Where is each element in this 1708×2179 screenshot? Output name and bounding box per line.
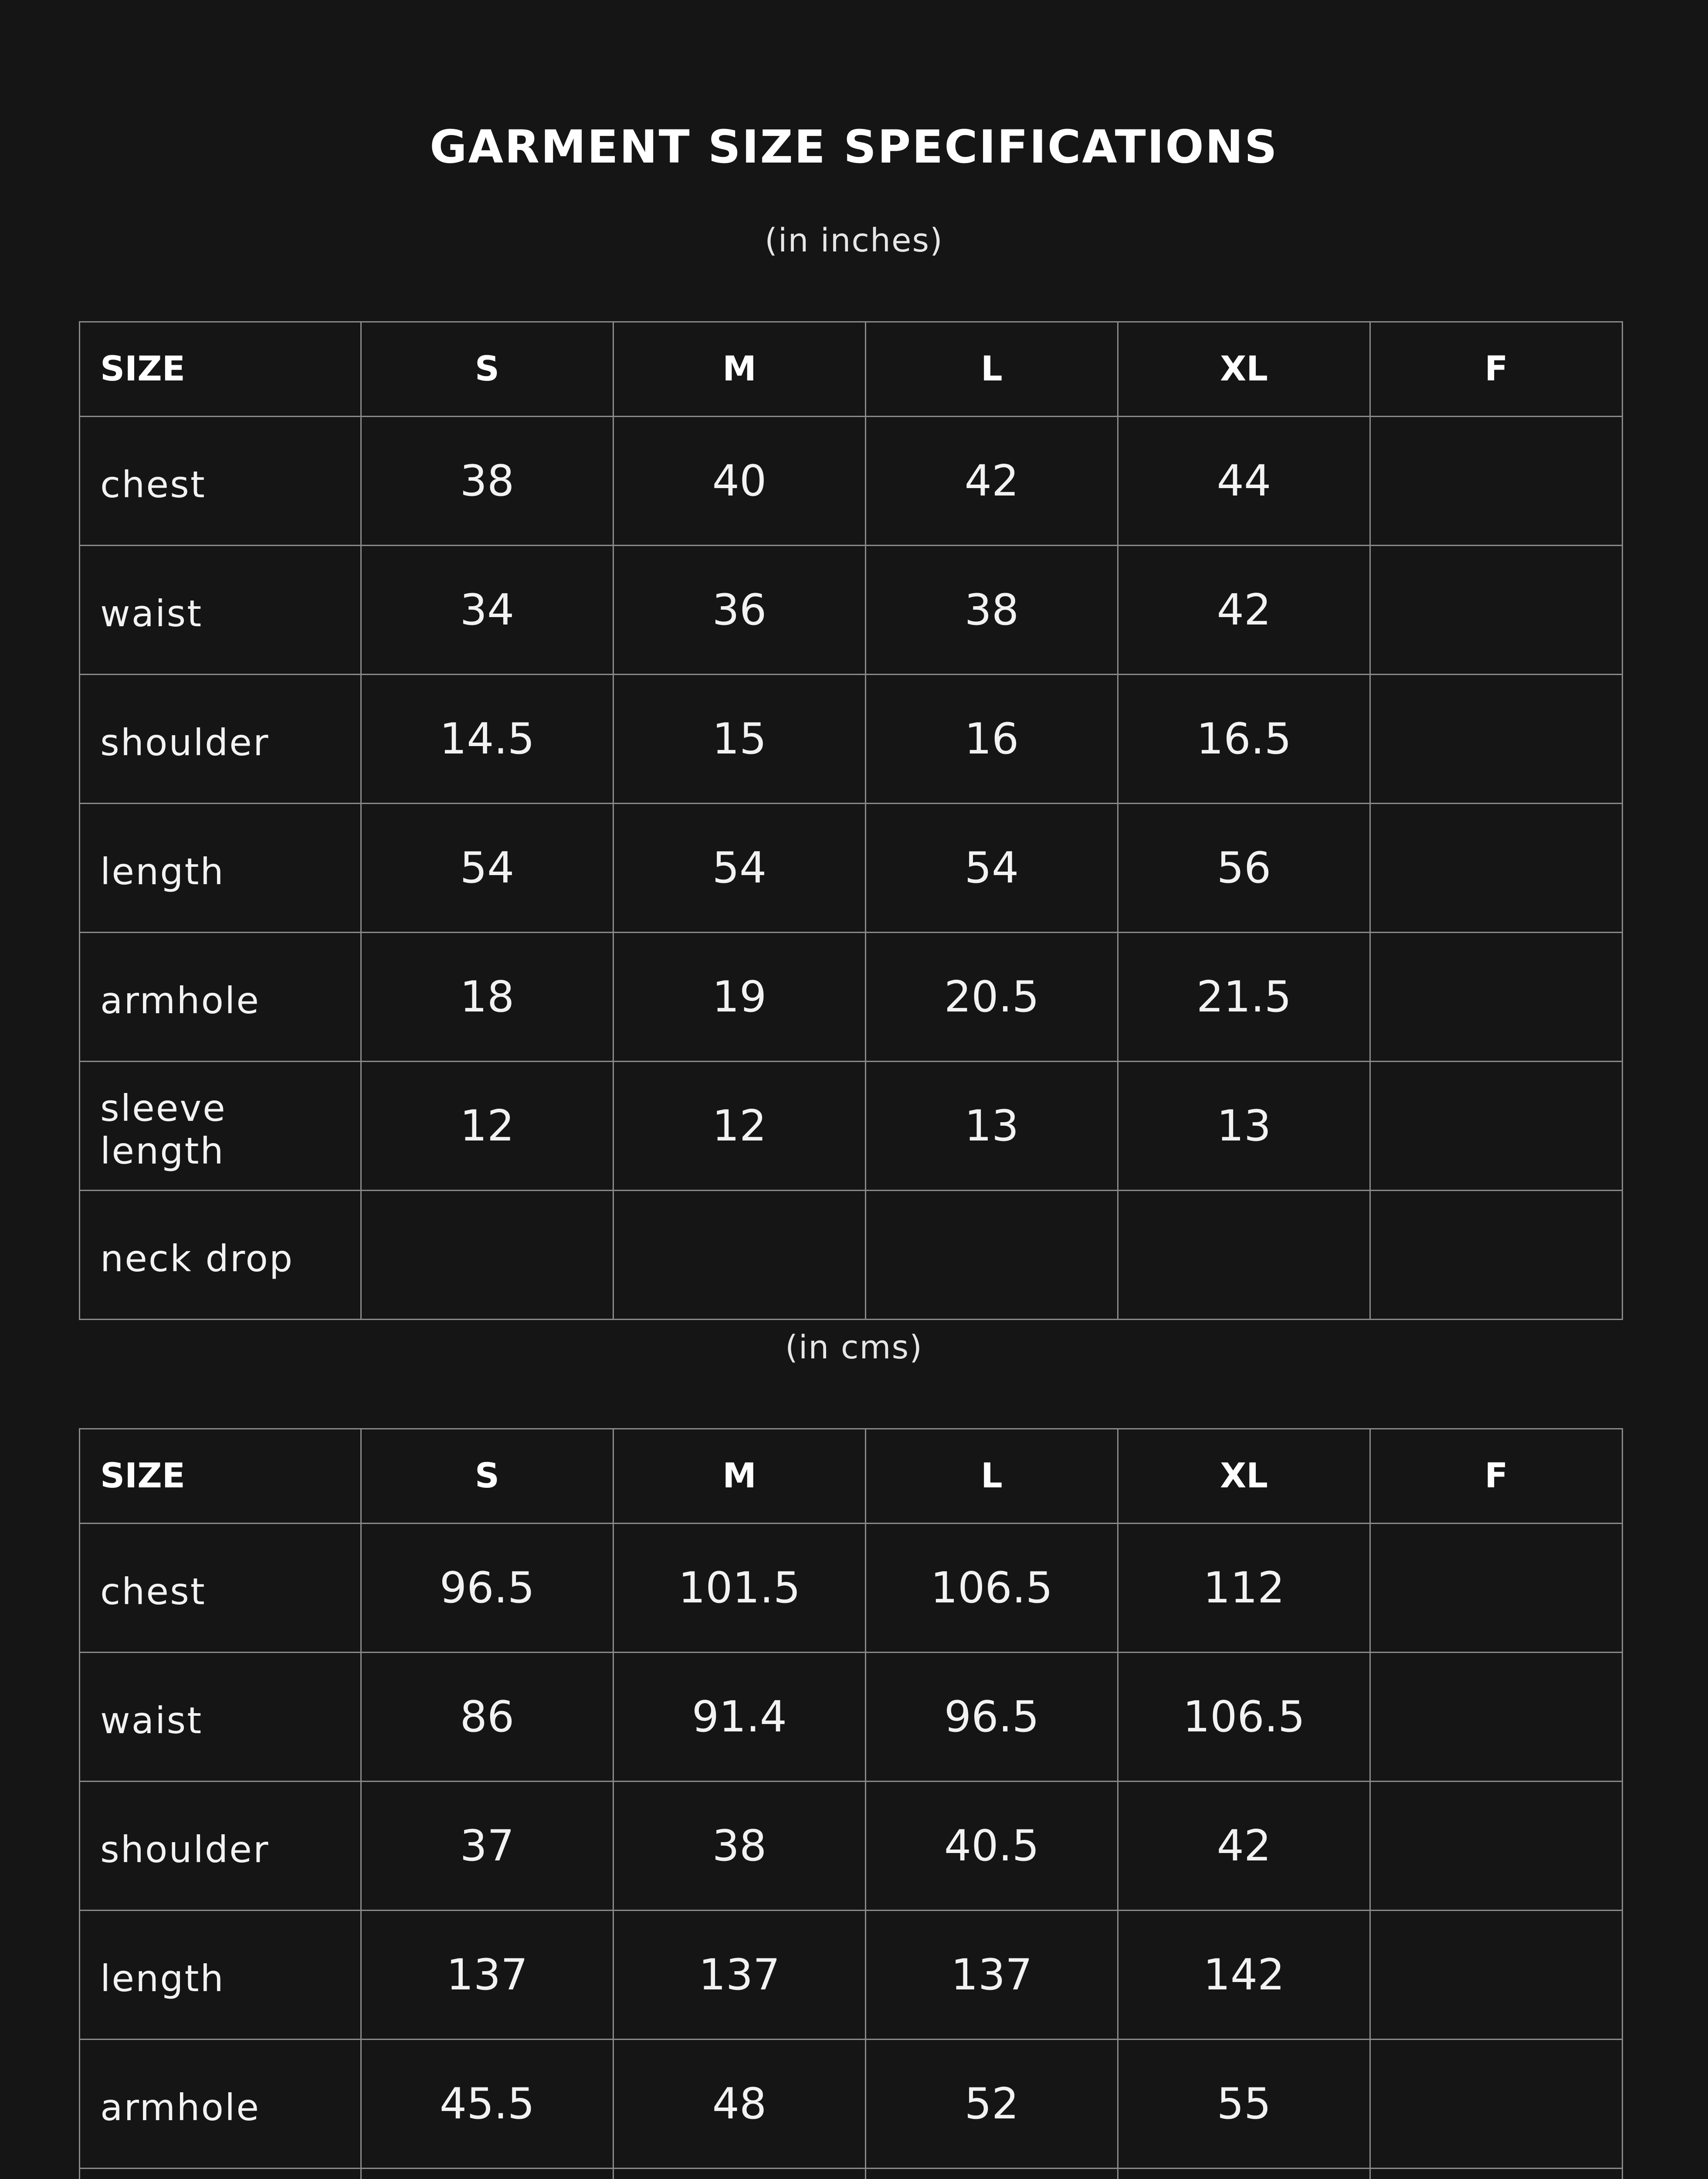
- cell-value: 12: [613, 1062, 866, 1191]
- cell-value: 54: [613, 804, 866, 933]
- header-xl: XL: [1118, 1429, 1370, 1524]
- cell-value: 36: [613, 546, 866, 675]
- cell-value: [361, 1191, 613, 1320]
- row-label-neck-drop: neck drop: [80, 1191, 361, 1320]
- cell-value: 21.5: [1118, 933, 1370, 1062]
- cell-value: 42: [1118, 546, 1370, 675]
- cell-value: 18: [361, 933, 613, 1062]
- cell-value: 16.5: [1118, 675, 1370, 804]
- cell-value: 42: [1118, 1782, 1370, 1911]
- cell-value: 137: [613, 1911, 866, 2040]
- cell-value: [1370, 1191, 1623, 1320]
- cell-value: [1370, 1062, 1623, 1191]
- cell-value: 137: [361, 1911, 613, 2040]
- cell-value: 14.5: [361, 675, 613, 804]
- header-xl: XL: [1118, 322, 1370, 417]
- header-size: SIZE: [80, 322, 361, 417]
- table-row: [80, 1524, 1623, 1653]
- cell-value: [866, 1191, 1118, 1320]
- row-label-length: length: [80, 1911, 361, 2040]
- cell-value: 86: [361, 1653, 613, 1782]
- cell-value: [613, 1191, 866, 1320]
- cell-value: [1370, 2040, 1623, 2169]
- row-label-shoulder: shoulder: [80, 675, 361, 804]
- size-table-inches: [79, 321, 1623, 1320]
- header-s: S: [361, 1429, 613, 1524]
- cell-value: 55: [1118, 2040, 1370, 2169]
- cell-value: 45.5: [361, 2040, 613, 2169]
- header-size: SIZE: [80, 1429, 361, 1524]
- row-label-chest: chest: [80, 417, 361, 546]
- cell-value: [1370, 804, 1623, 933]
- page-title: GARMENT SIZE SPECIFICATIONS: [430, 120, 1278, 173]
- cell-value: 101.5: [613, 1524, 866, 1653]
- row-label-armhole: armhole: [80, 933, 361, 1062]
- unit-label-inches: (in inches): [765, 222, 943, 259]
- table-row: [80, 1191, 1623, 1320]
- cell-value: 52: [866, 2040, 1118, 2169]
- row-label-armhole: armhole: [80, 2040, 361, 2169]
- cell-value: 96.5: [361, 1524, 613, 1653]
- row-label-shoulder: shoulder: [80, 1782, 361, 1911]
- row-label-waist: waist: [80, 1653, 361, 1782]
- row-label-length: length: [80, 804, 361, 933]
- cell-value: 44: [1118, 417, 1370, 546]
- cell-value: [1370, 1782, 1623, 1911]
- cell-value: 38: [613, 1782, 866, 1911]
- cell-value: 48: [613, 2040, 866, 2169]
- cell-value: [361, 2169, 613, 2179]
- table-row: [80, 1782, 1623, 1911]
- table-row: [80, 1911, 1623, 2040]
- cell-value: 56: [1118, 804, 1370, 933]
- table-row: [80, 2169, 1623, 2179]
- table-row: [80, 1062, 1623, 1191]
- size-table-cms: [79, 1428, 1623, 2179]
- cell-value: 12: [361, 1062, 613, 1191]
- cell-value: [1118, 1191, 1370, 1320]
- cell-value: 40.5: [866, 1782, 1118, 1911]
- table-header-row: [80, 322, 1623, 417]
- row-label-sleeve-length: sleeve length: [80, 1062, 361, 1191]
- cell-value: [1370, 1524, 1623, 1653]
- cell-value: 142: [1118, 1911, 1370, 2040]
- cell-value: 54: [866, 804, 1118, 933]
- cell-value: 106.5: [866, 1524, 1118, 1653]
- cell-value: 37: [361, 1782, 613, 1911]
- cell-value: 16: [866, 675, 1118, 804]
- table-row: [80, 2040, 1623, 2169]
- header-l: L: [866, 1429, 1118, 1524]
- cell-value: [1370, 417, 1623, 546]
- cell-value: [1370, 546, 1623, 675]
- cell-value: 19: [613, 933, 866, 1062]
- cell-value: 106.5: [1118, 1653, 1370, 1782]
- table-row: [80, 1653, 1623, 1782]
- cell-value: 13: [1118, 1062, 1370, 1191]
- cell-value: 38: [361, 417, 613, 546]
- row-label-sleeve-length: [80, 2169, 361, 2179]
- header-m: M: [613, 322, 866, 417]
- cell-value: 54: [361, 804, 613, 933]
- row-label-chest: chest: [80, 1524, 361, 1653]
- header-s: S: [361, 322, 613, 417]
- table-header-row: [80, 1429, 1623, 1524]
- table-row: [80, 417, 1623, 546]
- cell-value: 112: [1118, 1524, 1370, 1653]
- cell-value: 15: [613, 675, 866, 804]
- cell-value: [1370, 933, 1623, 1062]
- cell-value: 96.5: [866, 1653, 1118, 1782]
- cell-value: 137: [866, 1911, 1118, 2040]
- table-row: [80, 675, 1623, 804]
- header-l: L: [866, 322, 1118, 417]
- cell-value: 13: [866, 1062, 1118, 1191]
- cell-value: 38: [866, 546, 1118, 675]
- cell-value: [1370, 1911, 1623, 2040]
- header-m: M: [613, 1429, 866, 1524]
- cell-value: 40: [613, 417, 866, 546]
- cell-value: [613, 2169, 866, 2179]
- cell-value: [866, 2169, 1118, 2179]
- header-f: F: [1370, 1429, 1623, 1524]
- cell-value: 91.4: [613, 1653, 866, 1782]
- unit-label-cms: (in cms): [785, 1329, 923, 1366]
- table-row: [80, 933, 1623, 1062]
- header-f: F: [1370, 322, 1623, 417]
- table-row: [80, 546, 1623, 675]
- cell-value: 20.5: [866, 933, 1118, 1062]
- cell-value: [1370, 1653, 1623, 1782]
- cell-value: [1118, 2169, 1370, 2179]
- row-label-waist: waist: [80, 546, 361, 675]
- cell-value: 42: [866, 417, 1118, 546]
- cell-value: [1370, 675, 1623, 804]
- cell-value: [1370, 2169, 1623, 2179]
- table-row: [80, 804, 1623, 933]
- cell-value: 34: [361, 546, 613, 675]
